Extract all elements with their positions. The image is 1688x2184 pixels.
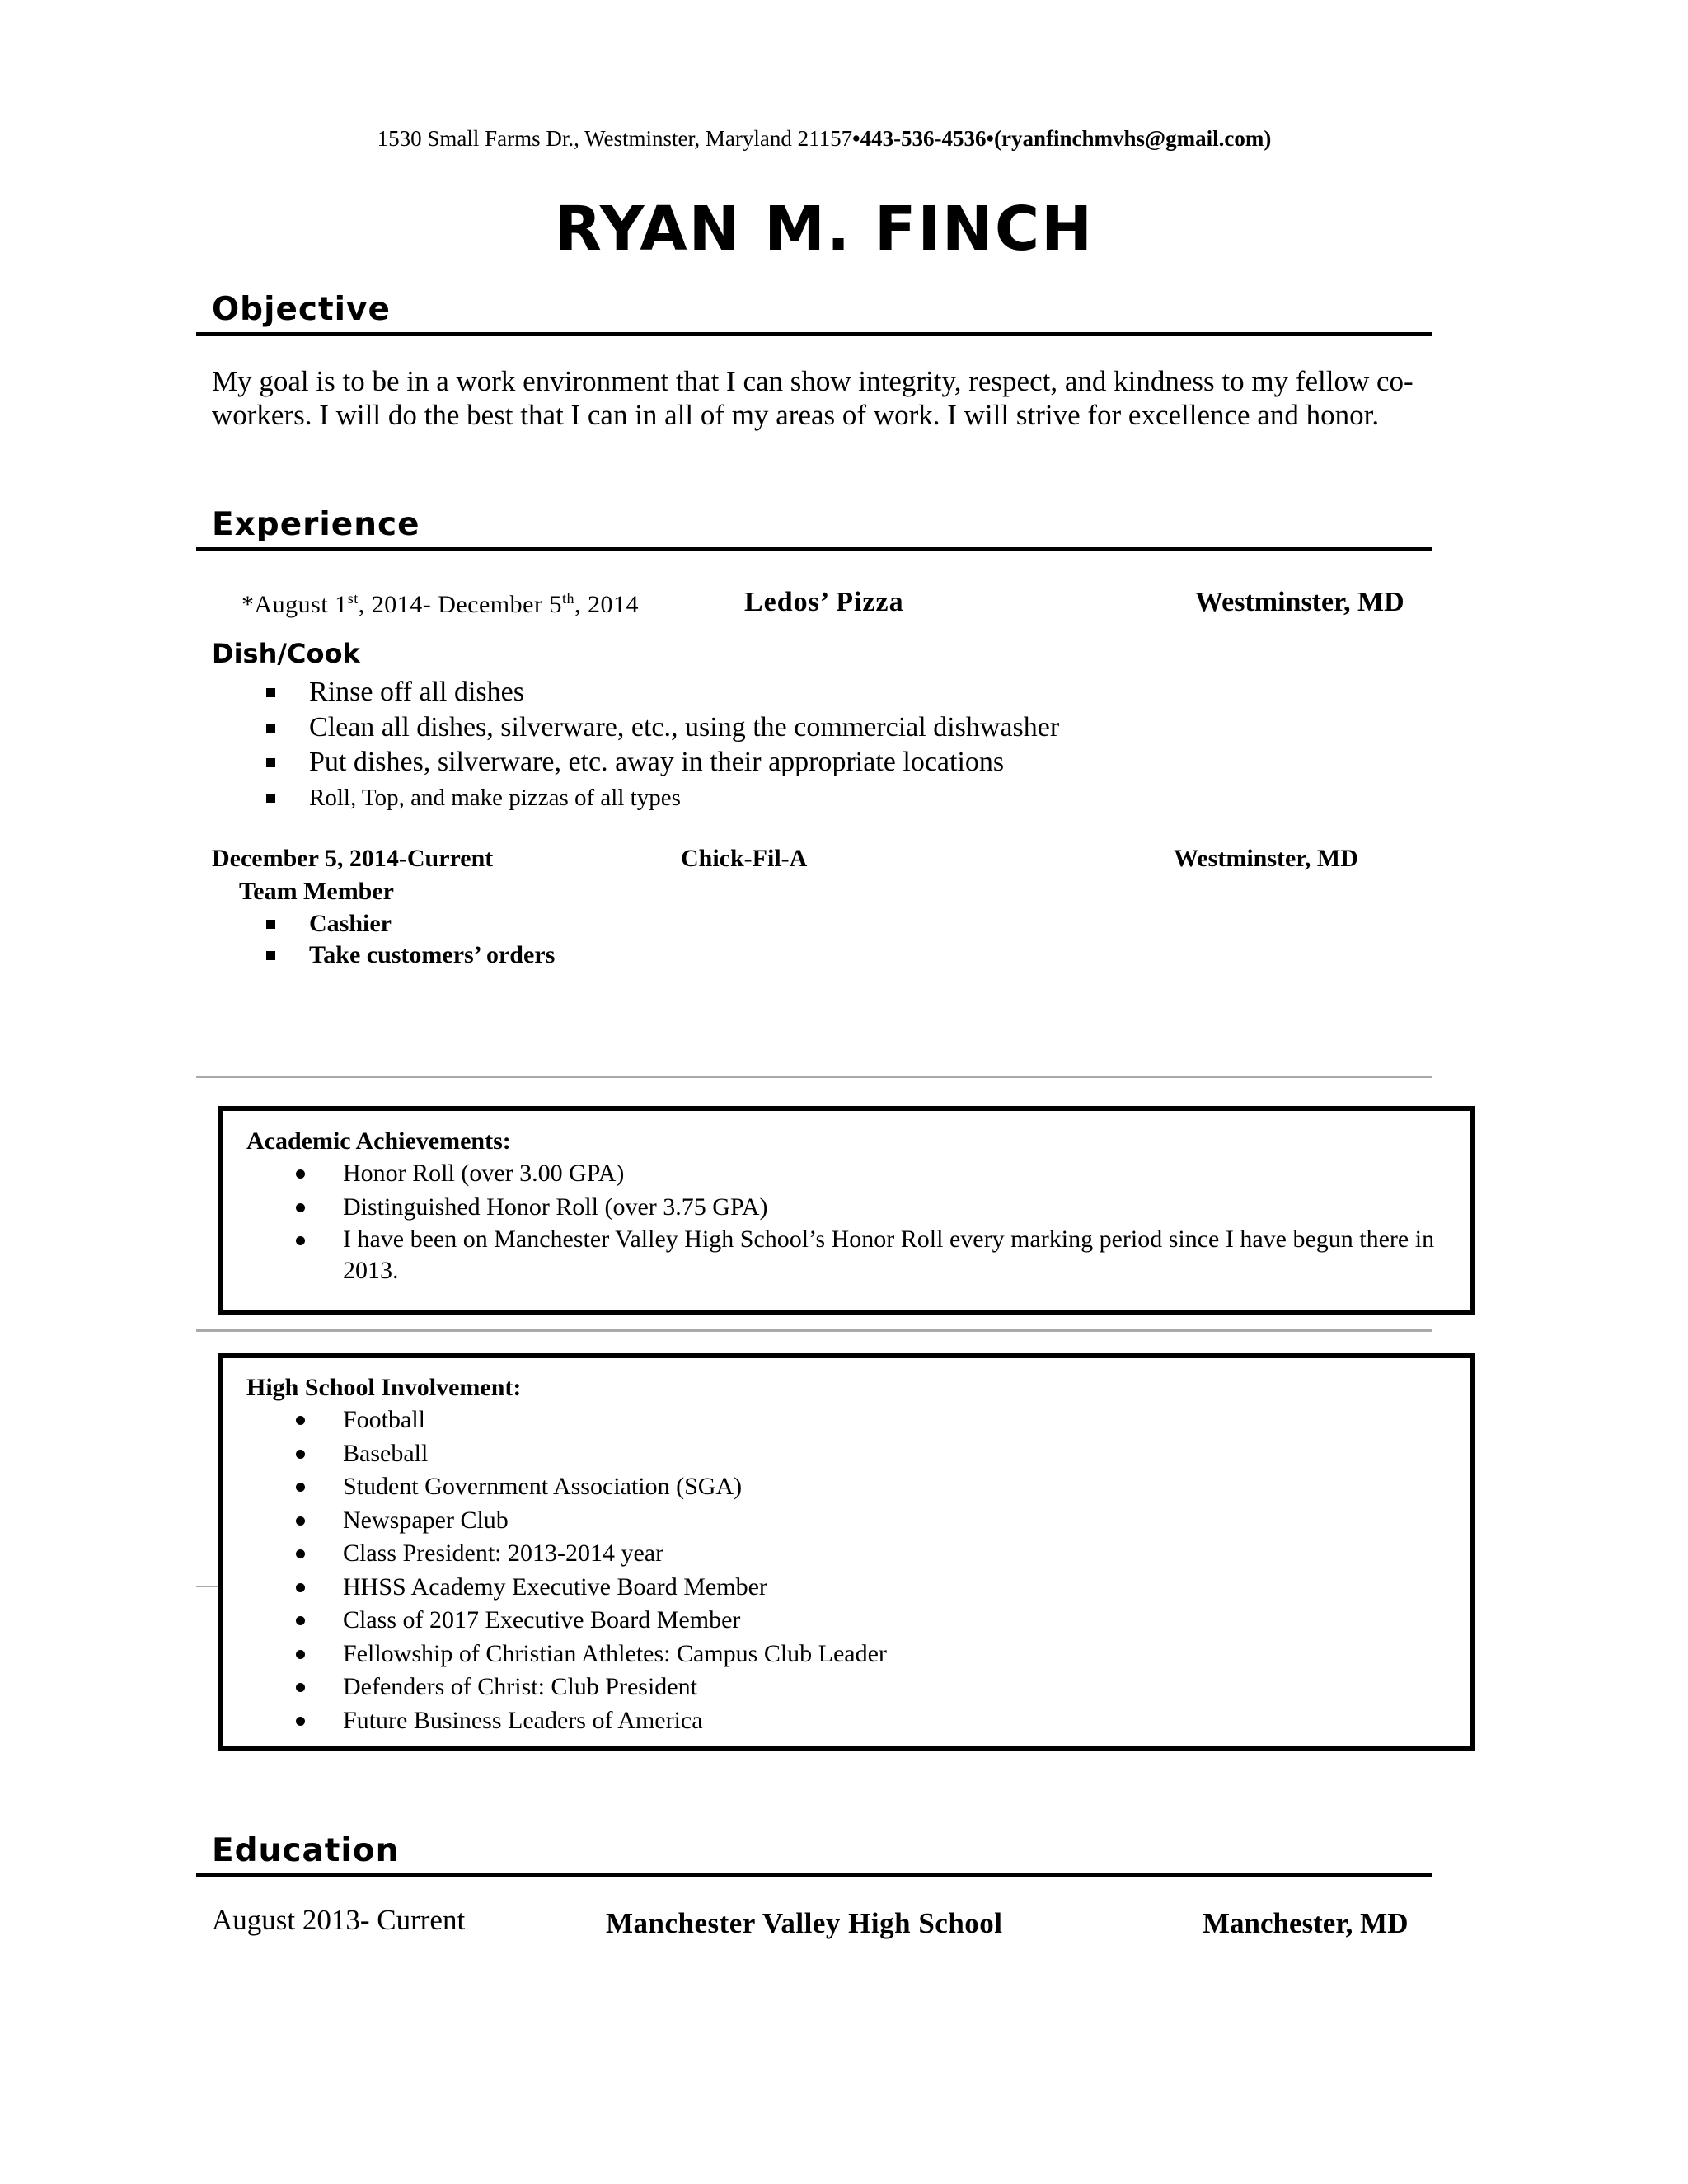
contact-separator: • — [852, 126, 860, 151]
involvement-box — [218, 1353, 1475, 1751]
objective-heading: Objective — [212, 291, 391, 328]
academic-achievements-box — [218, 1106, 1475, 1315]
bullet-icon — [296, 1549, 305, 1558]
list-item: Cashier — [212, 908, 555, 940]
job-employer: Chick-Fil-A — [681, 845, 808, 872]
job-employer: Ledos’ Pizza — [744, 587, 904, 617]
education-dates: August 2013- Current — [212, 1904, 466, 1936]
objective-rule — [196, 332, 1432, 336]
bullet-icon — [296, 1450, 305, 1459]
list-item: Student Government Association (SGA) — [223, 1470, 1451, 1504]
list-item: Class of 2017 Executive Board Member — [223, 1604, 1451, 1638]
education-heading: Education — [212, 1832, 400, 1869]
square-bullet-icon — [266, 758, 275, 767]
list-item: Future Business Leaders of America — [223, 1704, 1451, 1738]
list-item: HHSS Academy Executive Board Member — [223, 1571, 1451, 1605]
bullet-icon — [296, 1516, 305, 1526]
bullet-icon — [296, 1683, 305, 1692]
square-bullet-icon — [266, 688, 275, 697]
bullet-icon — [296, 1236, 305, 1245]
objective-text: My goal is to be in a work environment that I can show integrity, respect, and kindness to my fellow co-workers. I will do the best that I can in all of my areas of work. I will strive for excellence and honor. — [212, 365, 1414, 431]
job-dates: December 5, 2014-Current — [212, 845, 494, 872]
experience-rule — [196, 547, 1432, 551]
job-dates: *August 1st, 2014- December 5th, 2014 — [241, 590, 639, 618]
list-item: Distinguished Honor Roll (over 3.75 GPA) — [223, 1191, 1451, 1225]
bullet-icon — [296, 1717, 305, 1726]
academic-list — [223, 1157, 1451, 1286]
list-item: Football — [223, 1404, 1451, 1437]
job-role: Dish/Cook — [212, 638, 360, 669]
contact-separator: • — [986, 126, 994, 151]
list-item: Class President: 2013-2014 year — [223, 1537, 1451, 1571]
list-item: Baseball — [223, 1437, 1451, 1471]
job-duties-list — [212, 675, 1059, 815]
education-school: Manchester Valley High School — [606, 1907, 1003, 1939]
square-bullet-icon — [266, 724, 275, 733]
list-item: Rinse off all dishes — [212, 675, 1059, 710]
list-item: Put dishes, silverware, etc. away in their appropriate locations — [212, 745, 1059, 780]
involvement-heading: High School Involvement: — [246, 1374, 522, 1401]
bullet-icon — [296, 1416, 305, 1425]
contact-address: 1530 Small Farms Dr., Westminster, Maryland 21157 — [377, 126, 853, 151]
job-duties-list — [212, 908, 555, 971]
list-item: Roll, Top, and make pizzas of all types — [212, 780, 1059, 815]
contact-line — [0, 122, 1648, 155]
academic-heading: Academic Achievements: — [246, 1127, 511, 1155]
job-location: Westminster, MD — [1174, 845, 1358, 872]
bullet-icon — [296, 1169, 305, 1179]
list-item: Fellowship of Christian Athletes: Campus Club Leader — [223, 1638, 1451, 1671]
divider-stub — [196, 1586, 219, 1587]
bullet-icon — [296, 1203, 305, 1212]
square-bullet-icon — [266, 920, 275, 929]
contact-email: (ryanfinchmvhs@gmail.com) — [994, 126, 1272, 151]
list-item: Take customers’ orders — [212, 940, 555, 971]
involvement-list — [223, 1404, 1451, 1737]
square-bullet-icon — [266, 794, 275, 803]
resume-name: RYAN M. FINCH — [554, 194, 1095, 265]
bullet-icon — [296, 1583, 305, 1592]
bullet-icon — [296, 1483, 305, 1492]
bullet-icon — [296, 1616, 305, 1625]
experience-heading: Experience — [212, 506, 420, 543]
contact-phone: 443-536-4536 — [860, 126, 987, 151]
job-location: Westminster, MD — [1195, 587, 1404, 617]
list-item: Clean all dishes, silverware, etc., using the commercial dishwasher — [212, 710, 1059, 746]
section-divider — [196, 1329, 1432, 1332]
square-bullet-icon — [266, 951, 275, 960]
education-location: Manchester, MD — [1203, 1907, 1409, 1939]
education-rule — [196, 1873, 1432, 1877]
section-divider — [196, 1076, 1432, 1078]
job-header — [0, 845, 1688, 878]
list-item: Honor Roll (over 3.00 GPA) — [223, 1157, 1451, 1191]
job-header — [0, 587, 1688, 620]
list-item: I have been on Manchester Valley High School’s Honor Roll every marking period since I have begun there in 2013. — [223, 1224, 1451, 1286]
education-row — [0, 1900, 1688, 1942]
bullet-icon — [296, 1650, 305, 1659]
list-item: Newspaper Club — [223, 1504, 1451, 1538]
job-role: Team Member — [239, 878, 394, 905]
list-item: Defenders of Christ: Club President — [223, 1671, 1451, 1704]
